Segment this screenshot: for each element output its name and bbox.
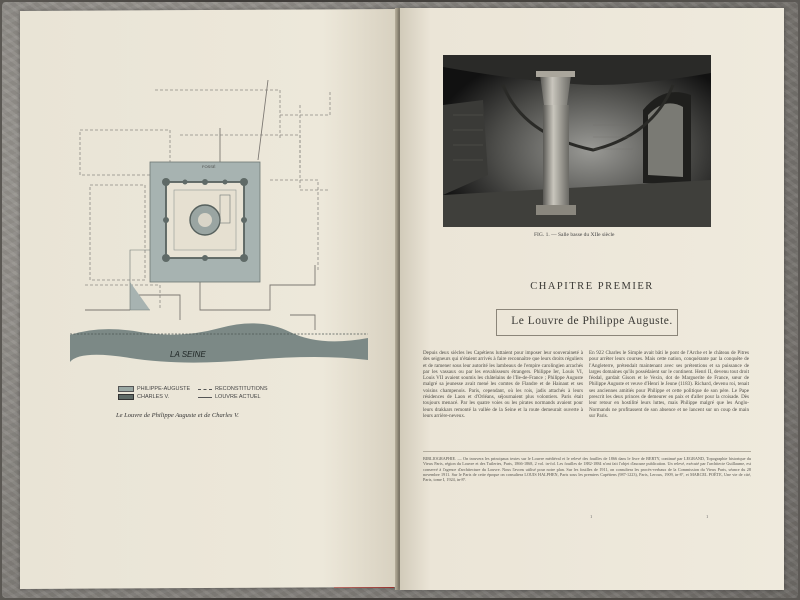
map-label-fosse: FOSSÉ [202, 164, 216, 169]
legend-item: LOUVRE ACTUEL [198, 394, 261, 400]
legend-swatch [118, 386, 134, 392]
louvre-plan-map [70, 70, 368, 380]
legend-swatch [198, 389, 212, 390]
legend-item: CHARLES V. [118, 394, 169, 400]
legend-swatch [118, 394, 134, 400]
stone-column [543, 105, 569, 210]
chapter-heading: CHAPITRE PREMIER [530, 281, 654, 292]
photo-caption: FIG. 1. — Salle basse du XIIe siècle [534, 232, 615, 238]
page-number: 1 [590, 514, 593, 519]
text-column-right: En 922 Charles le Simple avait bâti le pont de l'Arche et le château de Pitres pour arrêter leurs courses. Mais cette nation, conquérante par la conquête de l'Angleterre, prétendait maintenant avec ses prétentions et sa puissance de larges domaines qu'ils possédaient sur le continent. Henri II, devenu tout droit féodal, gardait Gisors et le Vexin, dot de Marguerite de France, sœur de Philippe Auguste et veuve d'Henri le Jeune (1183). Richard, devenu roi, tenait ses anciennes amitiés pour Philippe et cette politique de son père. Le Pape prescrit les deux princes de demeurer en paix et d'aller pour la croisade. Dès leur retour en hostilité leurs luttes, mais Philippe malgré que les Anglo-Normands ne profitassent de son absence et ne lancent sur un coup de main sur Paris. [589, 350, 749, 419]
page-number: 1 [706, 514, 709, 519]
crypt-photograph [443, 55, 711, 227]
text-column-left: Depuis deux siècles les Capétiens luttaient pour imposer leur souveraineté à des seigneurs qui n'étaient arrivés à faire reconnaître que leurs droits réguliers et de ramener sous leur autorité les lambeaux de l'empire carolingien arrachés par les vassaux ou par les envahisseurs étrangers. Philippe Ier, Louis VI, Louis VII avaient soumis les châtelains de l'Ile-de-France ; Philippe Auguste malgré sa jeunesse avait mené les comtes de Flandre et de Hainaut et ses voisins champenois. Paris, cependant, où les rois, jadis attachés à leurs résidences de Laon et d'Orléans, séjournaient plus volontiers. Paris était toujours menacé. Par les quatre voies ou les pirates normands avaient pour leurs drakkars remonté la vallée de la Seine et la route demeurait ouverte à leurs arrière-neveux. [423, 350, 583, 419]
seine-river [70, 323, 368, 362]
bibliography-footnote: BIBLIOGRAPHIE. — On trouvera les principaux textes sur le Louvre médiéval et le relevé des fouilles de 1866 dans le livre de BERTY, continué par LEGRAND, Topographie historique du Vieux Paris, région du Louvre et des Tuileries, Paris, 1866-1868, 2 vol. in-fol. Les fouilles de 1882-1884 n'ont fait l'objet d'aucune publication. Un relevé, exécuté par l'architecte Guillaume, est conservé à l'agence d'architecture du Louvre. Nous l'avons utilisé pour notre plan. Sur les fouilles de 1911, on consultera les procès-verbaux de la Commission du Vieux Paris, séance du 28 novembre 1911. Sur le Paris de cette époque on consultera LOUIS HALPHEN, Paris sous les premiers Capétiens (987-1223), Paris, Leroux, 1909, in-8°, et MARCEL POËTE, Une vie de cité, Paris, tome I, 1924, in-8°. [423, 456, 751, 483]
map-label-river: LA SEINE [170, 350, 206, 359]
legend-item: RECONSTITUTIONS [198, 386, 268, 392]
column-capital [540, 75, 571, 105]
legend-item: PHILIPPE-AUGUSTE [118, 386, 190, 392]
chapter-title: Le Louvre de Philippe Auguste. [511, 315, 673, 327]
footnote-separator [423, 451, 751, 452]
map-caption: Le Louvre de Philippe Auguste et de Charles V. [116, 412, 239, 419]
legend-swatch [198, 397, 212, 398]
